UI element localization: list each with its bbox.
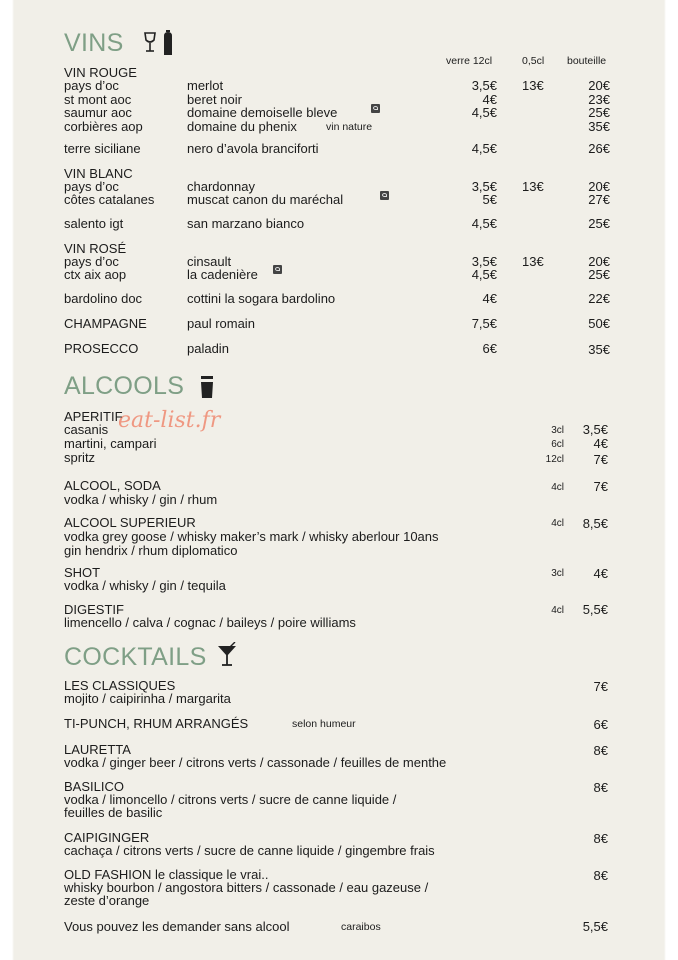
drink-price: 4€	[593, 566, 608, 581]
cocktail-heading: OLD FASHION le classique le vrai..	[64, 867, 269, 882]
drink-unit: 3cl	[551, 425, 564, 436]
price-verre: 3,5€	[471, 254, 497, 269]
price-half: 13€	[522, 78, 544, 93]
drink-price: 3,5€	[582, 422, 608, 437]
price-bouteille: 20€	[588, 254, 610, 269]
drink-unit: 4cl	[551, 482, 564, 493]
drink-list: limencello / calva / cognac / baileys / poire williams	[64, 615, 356, 630]
drink-list: vodka grey goose / whisky maker’s mark / whisky aberlour 10ans	[64, 529, 439, 544]
cocktail-price: 7€	[593, 679, 608, 694]
col-header-verre: verre 12cl	[446, 55, 493, 67]
cocktail-ingredients: feuilles de basilic	[64, 805, 163, 820]
price-bouteille: 20€	[588, 78, 610, 93]
digestif-heading: DIGESTIF	[64, 602, 124, 617]
wine-name: paladin	[187, 341, 229, 356]
drink-price: 5,5€	[582, 602, 608, 617]
wine-note: vin nature	[326, 121, 373, 133]
cocktail-heading: LAURETTA	[64, 742, 131, 757]
cocktail-price: 8€	[593, 831, 608, 846]
price-verre: 4,5€	[471, 267, 497, 282]
wine-origin: bardolino doc	[64, 291, 143, 306]
wine-name: la cadenière	[187, 267, 258, 282]
price-half: 13€	[522, 254, 544, 269]
cocktail-price: 6€	[593, 717, 608, 732]
section-title-cocktails: COCKTAILS	[64, 643, 207, 671]
watermark: eat-list.fr	[118, 408, 221, 433]
drink-price: 7€	[593, 452, 608, 467]
wine-name: san marzano bianco	[187, 216, 305, 231]
section-title-vins: VINS	[64, 29, 124, 57]
price-bouteille: 35€	[588, 342, 610, 357]
wine-origin: côtes catalanes	[64, 192, 155, 207]
wine-origin: terre siciliane	[64, 141, 141, 156]
price-verre: 6€	[482, 341, 497, 356]
drink-name: spritz	[64, 450, 96, 465]
drink-list: vodka / whisky / gin / rhum	[64, 492, 218, 507]
vin-blanc-heading: VIN BLANC	[64, 166, 133, 181]
wine-origin: CHAMPAGNE	[64, 316, 147, 331]
price-bouteille: 26€	[588, 141, 610, 156]
wine-name: cottini la sogara bardolino	[187, 291, 336, 306]
price-bouteille: 50€	[588, 316, 610, 331]
wine-origin: st mont aoc	[64, 92, 132, 107]
organic-label-icon	[371, 104, 380, 113]
wine-origin: pays d’oc	[64, 254, 119, 269]
aperitif-heading: APERITIF	[64, 409, 123, 424]
wine-origin: pays d’oc	[64, 78, 119, 93]
cocktail-heading: BASILICO	[64, 779, 124, 794]
shot-heading: SHOT	[64, 565, 101, 580]
price-bouteille: 25€	[588, 105, 610, 120]
shot-glass-icon	[199, 375, 215, 399]
price-half: 13€	[522, 179, 544, 194]
drink-unit: 4cl	[551, 518, 564, 529]
price-verre: 5€	[482, 192, 497, 207]
drink-name: casanis	[64, 422, 109, 437]
price-verre: 4€	[482, 92, 497, 107]
wine-name: beret noir	[187, 92, 242, 107]
cocktail-price: 8€	[593, 780, 608, 795]
cocktail-glass-icon	[216, 642, 238, 668]
cocktail-ingredients: mojito / caipirinha / margarita	[64, 691, 231, 706]
price-bouteille: 27€	[588, 192, 610, 207]
wine-name: domaine du phenix	[187, 119, 297, 134]
drink-list: vodka / whisky / gin / tequila	[64, 578, 226, 593]
footer-text: Vous pouvez les demander sans alcool	[64, 919, 290, 934]
wine-origin: corbières aop	[64, 119, 143, 134]
wine-name: chardonnay	[187, 179, 255, 194]
vin-rouge-heading: VIN ROUGE	[64, 65, 137, 80]
drink-unit: 6cl	[551, 439, 564, 450]
price-verre: 4,5€	[471, 216, 497, 231]
wine-origin: pays d’oc	[64, 179, 119, 194]
wine-origin: PROSECCO	[64, 341, 139, 356]
wine-name: paul romain	[187, 316, 255, 331]
drink-price: 7€	[593, 479, 608, 494]
wine-origin: ctx aix aop	[64, 267, 127, 282]
col-header-half: 0,5cl	[522, 55, 545, 67]
cocktail-ingredients: vodka / limoncello / citrons verts / sucre de canne liquide /	[64, 792, 397, 807]
cocktail-price: 8€	[593, 868, 608, 883]
col-header-bouteille: bouteille	[567, 55, 607, 67]
wine-glass-bottle-icon	[142, 30, 182, 58]
price-verre: 4€	[482, 291, 497, 306]
wine-origin: saumur aoc	[64, 105, 132, 120]
price-bouteille: 35€	[588, 119, 610, 134]
drink-price: 8,5€	[582, 516, 608, 531]
wine-origin: salento igt	[64, 216, 124, 231]
wine-name: merlot	[187, 78, 224, 93]
cocktail-heading: CAIPIGINGER	[64, 830, 150, 845]
cocktail-ingredients: zeste d’orange	[64, 893, 150, 908]
price-verre: 4,5€	[471, 105, 497, 120]
price-verre: 3,5€	[471, 78, 497, 93]
cocktail-ingredients: whisky bourbon / angostora bitters / cassonade / eau gazeuse /	[64, 880, 429, 895]
wine-name: muscat canon du maréchal	[187, 192, 344, 207]
price-bouteille: 20€	[588, 179, 610, 194]
footer-note: caraibos	[341, 921, 381, 933]
alcool-superieur-heading: ALCOOL SUPERIEUR	[64, 515, 196, 530]
price-bouteille: 25€	[588, 216, 610, 231]
cocktail-price: 8€	[593, 743, 608, 758]
price-verre: 4,5€	[471, 141, 497, 156]
cocktail-ingredients: vodka / ginger beer / citrons verts / cassonade / feuilles de menthe	[64, 755, 447, 770]
price-bouteille: 23€	[588, 92, 610, 107]
cocktail-note: selon humeur	[292, 718, 356, 730]
section-title-alcools: ALCOOLS	[64, 372, 185, 400]
price-verre: 7,5€	[471, 316, 497, 331]
vin-rose-heading: VIN ROSÉ	[64, 241, 127, 256]
drink-name: martini, campari	[64, 436, 157, 451]
cocktail-heading: TI-PUNCH, RHUM ARRANGÉS	[64, 716, 249, 731]
wine-name: domaine demoiselle bleve	[187, 105, 338, 120]
drink-list: gin hendrix / rhum diplomatico	[64, 543, 238, 558]
drink-price: 4€	[593, 436, 608, 451]
price-bouteille: 25€	[588, 267, 610, 282]
drink-unit: 4cl	[551, 605, 564, 616]
footer-price: 5,5€	[582, 919, 608, 934]
cocktail-heading: LES CLASSIQUES	[64, 678, 176, 693]
alcool-soda-heading: ALCOOL, SODA	[64, 478, 161, 493]
organic-label-icon	[273, 265, 282, 274]
drink-unit: 3cl	[551, 568, 564, 579]
organic-label-icon	[380, 191, 389, 200]
cocktail-ingredients: cachaça / citrons verts / sucre de canne liquide / gingembre frais	[64, 843, 435, 858]
price-verre: 3,5€	[471, 179, 497, 194]
wine-name: nero d’avola branciforti	[187, 141, 319, 156]
price-bouteille: 22€	[588, 291, 610, 306]
wine-name: cinsault	[187, 254, 232, 269]
drink-unit: 12cl	[545, 454, 564, 465]
